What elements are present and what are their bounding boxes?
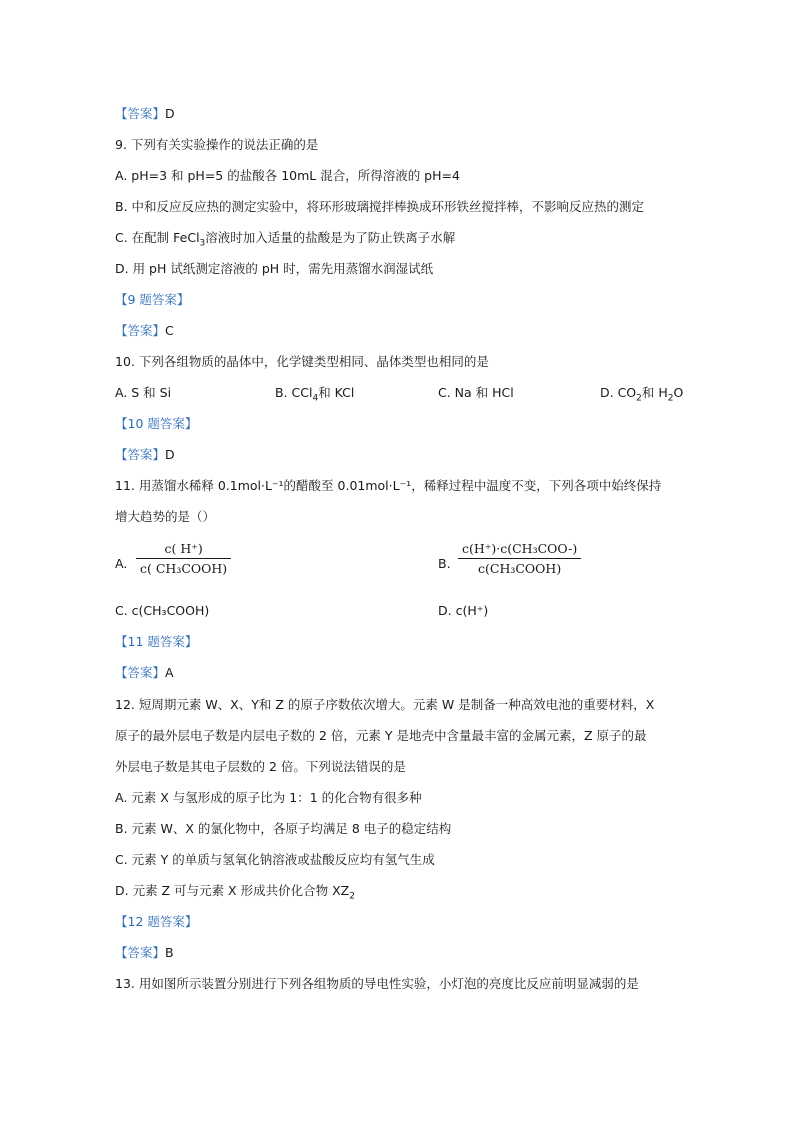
question-stem-line1: 11. 用蒸馏水稀释 0.1mol·L⁻¹的醋酸至 0.01mol·L⁻¹，稀释过程中温度不变，下列各项中始终保持: [115, 478, 662, 493]
option-c: C. c(CH₃COOH): [115, 603, 210, 618]
answer-line: [115, 106, 175, 122]
question-stem-line2: 原子的最外层电子数是内层电子数的 2 倍，元素 Y 是地壳中含量最丰富的金属元素，Z 原子的最: [115, 728, 647, 743]
option-a-fraction: [136, 541, 231, 576]
answer-tag: 【12 题答案】: [115, 914, 198, 929]
option-c: C. Na 和 HCl: [438, 385, 514, 400]
answer-line: [115, 945, 174, 961]
option-d: D. $CO_2$和 $H_2O$: [600, 385, 684, 404]
question-stem-line3: 外层电子数是其电子层数的 2 倍。下列说法错误的是: [115, 759, 406, 774]
fraction-denominator: c(CH₃COOH): [478, 561, 562, 576]
fraction-numerator: c( H⁺): [164, 541, 203, 556]
answer-label: 【答案】: [115, 945, 166, 960]
option-d: D. 元素 Z 可与元素 X 形成共价化合物 $XZ_2$: [115, 883, 355, 902]
answer-tag: 【10 题答案】: [115, 416, 198, 431]
answer-tag: 【11 题答案】: [115, 634, 198, 649]
answer-value: D: [165, 447, 175, 462]
answer-value: A: [165, 665, 174, 680]
option-b-label: B.: [438, 556, 451, 571]
answer-tag: 【9 题答案】: [115, 292, 190, 307]
option-a-label: A.: [115, 556, 128, 571]
answer-value: B: [165, 945, 174, 960]
fraction-denominator: c( CH₃COOH): [140, 561, 228, 576]
answer-label: 【答案】: [115, 665, 166, 680]
question-stem: 10. 下列各组物质的晶体中，化学键类型相同、晶体类型也相同的是: [115, 354, 489, 369]
option-a: A. pH=3 和 pH=5 的盐酸各 10mL 混合，所得溶液的 pH=4: [115, 168, 460, 183]
answer-line: [115, 665, 174, 681]
question-stem: 13. 用如图所示装置分别进行下列各组物质的导电性实验，小灯泡的亮度比反应前明显减弱的是: [115, 976, 639, 991]
fraction-numerator: c(H⁺)·c(CH₃COO-): [462, 541, 578, 556]
answer-label: 【答案】: [115, 323, 166, 338]
answer-value: C: [165, 323, 174, 338]
option-b: B. 元素 W、X 的氯化物中，各原子均满足 8 电子的稳定结构: [115, 821, 452, 836]
option-a: A. S 和 Si: [115, 385, 172, 400]
answer-label: 【答案】: [115, 447, 166, 462]
question-stem: 9. 下列有关实验操作的说法正确的是: [115, 137, 319, 152]
option-b: B. CCl$_4$和 KCl: [275, 385, 355, 404]
answer-value: D: [165, 106, 175, 121]
option-a: A. 元素 X 与氢形成的原子比为 1：1 的化合物有很多种: [115, 790, 422, 805]
option-c: C. 元素 Y 的单质与氢氧化钠溶液或盐酸反应均有氢气生成: [115, 852, 435, 867]
option-d: D. c(H⁺): [438, 603, 489, 618]
answer-label: 【答案】: [115, 106, 166, 121]
question-stem-line2: 增大趋势的是（）: [115, 509, 216, 524]
answer-line: [115, 323, 174, 339]
question-stem-line1: 12. 短周期元素 W、X、Y和 Z 的原子序数依次增大。元素 W 是制备一种高效电池的重要材料，X: [115, 697, 655, 712]
option-c: C. 在配制 FeCl$_3$溶液时加入适量的盐酸是为了防止铁离子水解: [115, 230, 456, 249]
option-b: B. 中和反应反应热的测定实验中，将环形玻璃搅拌棒换成环形铁丝搅拌棒，不影响反应热的测定: [115, 199, 645, 214]
option-d: D. 用 pH 试纸测定溶液的 pH 时，需先用蒸馏水润湿试纸: [115, 261, 434, 276]
option-b-fraction: [458, 541, 581, 576]
answer-line: [115, 447, 175, 463]
